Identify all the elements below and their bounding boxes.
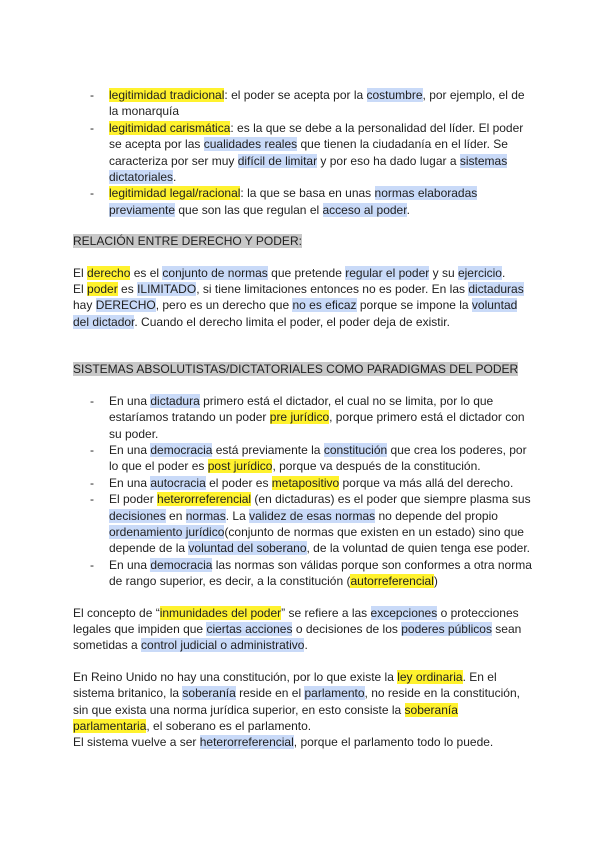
highlight-yellow: heterorreferencial [157, 492, 252, 507]
highlight-yellow: metapositivo [271, 475, 340, 490]
text-run: En una [109, 557, 151, 572]
highlight-blue: conjunto de normas [162, 265, 268, 280]
text-run: : es la que se debe a la personalidad del líder. El poder se acepta por las [109, 120, 524, 152]
highlight-yellow: autorreferencial [350, 574, 434, 589]
text-run: porque se impone la [356, 298, 472, 313]
text-run: ) [433, 574, 438, 589]
text-run: . [173, 170, 177, 185]
highlight-blue: ILIMITADO [137, 282, 197, 297]
text-run: y por eso ha dado lugar a [317, 153, 460, 168]
text-run: , porque primero está el dictador con su poder. [109, 410, 525, 441]
heading-text: RELACIÓN ENTRE DERECHO Y PODER: [73, 234, 302, 249]
highlight-yellow: derecho [87, 265, 131, 280]
text-run: El sistema vuelve a ser [73, 735, 200, 750]
text-run: , si tiene limitaciones entonces no es poder. En las [196, 282, 469, 297]
text-run: que crea los poderes, por lo que el poder es [109, 442, 527, 474]
heading-text: SISTEMAS ABSOLUTISTAS/DICTATORIALES COMO PARADIGMAS DEL PODER [73, 362, 519, 377]
text-run: , de la voluntad de quien tenga ese poder. [306, 541, 531, 556]
highlight-blue: ciertas acciones [206, 621, 293, 636]
list-item [73, 475, 533, 491]
highlight-yellow: post jurídico [207, 459, 273, 474]
text-run: que pretende [267, 265, 346, 280]
text-run: las normas son válidas porque son conformes a otra norma de rango superior, es decir, a la constitución ( [109, 557, 532, 589]
text-run: En una [109, 393, 151, 408]
list-item [73, 87, 533, 120]
text-run: . [304, 638, 308, 653]
text-run: está previamente la [212, 442, 324, 457]
text-run: . En el sistema britanico, la [73, 669, 497, 701]
text-run: En una [109, 442, 151, 457]
text-run: hay [73, 298, 96, 313]
legitimidad-list [73, 87, 533, 218]
highlight-yellow: legitimidad legal/racional [109, 186, 241, 201]
text-run: primero está el dictador, el cual no se limita, por lo que estaríamos tratando un poder [109, 393, 494, 425]
list-item [73, 557, 533, 590]
paragraph-inmunidades [73, 605, 533, 654]
highlight-yellow: ley ordinaria [397, 669, 463, 684]
highlight-blue: decisiones [109, 508, 166, 523]
highlight-blue: parlamento [304, 686, 365, 701]
text-run: El concepto de “ [73, 605, 160, 620]
highlight-blue: costumbre [366, 88, 423, 102]
highlight-blue: normas [185, 508, 226, 523]
highlight-blue: soberanía [182, 686, 236, 701]
text-run: El poder [109, 492, 158, 507]
highlight-blue: democracia [150, 557, 213, 572]
text-run: , por ejemplo, el de la monarquía [109, 88, 525, 119]
highlight-blue: autocracia [150, 475, 206, 490]
text-run: : la que se basa en unas [240, 186, 375, 201]
highlight-blue: voluntad del soberano [188, 541, 307, 556]
highlight-blue: voluntad del dictador [73, 298, 518, 329]
text-run: o decisiones de los [292, 621, 402, 636]
text-run: . Cuando el derecho limita el poder, el poder deja de existir. [134, 314, 450, 329]
text-run: el poder es [205, 475, 272, 490]
section-heading-sistemas [73, 361, 533, 377]
text-run: (conjunto de normas que existen en un estado) sino que depende de la [109, 524, 524, 556]
list-item [73, 491, 533, 557]
text-run: , porque el parlamento todo lo puede. [293, 735, 494, 750]
text-run: es [117, 282, 138, 297]
text-run: . [406, 202, 410, 217]
text-run: . [501, 265, 506, 280]
text-run: o protecciones legales que impiden que [73, 605, 519, 636]
highlight-blue: cualidades reales [203, 137, 298, 152]
highlight-blue: control judicial o administrativo [141, 638, 305, 653]
highlight-yellow: pre jurídico [269, 410, 330, 425]
text-run: y su [429, 265, 458, 280]
section-heading-relacion [73, 233, 533, 249]
text-run: : el poder se acepta por la [224, 88, 367, 102]
highlight-yellow: inmunidades del poder [159, 605, 282, 620]
highlight-blue: validez de esas normas [249, 508, 376, 523]
text-run: en [165, 508, 186, 523]
list-item [73, 185, 533, 218]
text-run: En una [109, 475, 151, 490]
highlight-blue: excepciones [370, 605, 438, 620]
document-body [73, 87, 533, 751]
highlight-blue: constitución [323, 442, 388, 457]
text-run: , no reside en la constitución, sin que exista una norma jurídica superior, en esto consiste la [73, 686, 520, 717]
text-run: ” se refiere a las [281, 605, 371, 620]
list-item [73, 120, 533, 186]
highlight-blue: democracia [150, 442, 213, 457]
list-item [73, 393, 533, 442]
text-run: no depende del propio [375, 508, 498, 523]
highlight-yellow: legitimidad carismática [109, 120, 231, 135]
highlight-blue: acceso al poder [322, 202, 407, 217]
text-run: El [73, 265, 88, 280]
text-run: En Reino Unido no hay una constitución, por lo que existe la [73, 669, 398, 684]
text-run: porque va más allá del derecho. [339, 475, 514, 490]
paragraph-relacion [73, 265, 533, 331]
text-run: que son las que regulan el [175, 202, 323, 217]
highlight-blue: dictaduras [468, 282, 524, 297]
highlight-yellow: soberanía parlamentaria [73, 702, 458, 733]
sistemas-list [73, 393, 533, 590]
text-run: reside en el [235, 686, 305, 701]
paragraph-reino-unido [73, 669, 533, 751]
highlight-blue: dictadura [150, 393, 200, 408]
highlight-blue: regular el poder [345, 265, 430, 280]
text-run: , pero es un derecho que [155, 298, 293, 313]
text-run: (en dictaduras) es el poder que siempre plasma sus [251, 492, 531, 507]
text-run: . La [225, 508, 250, 523]
highlight-yellow: legitimidad tradicional [109, 88, 225, 102]
highlight-blue: no es eficaz [292, 298, 357, 313]
highlight-blue: sistemas dictatoriales [109, 153, 508, 185]
highlight-yellow: poder [87, 282, 118, 297]
highlight-blue: difícil de limitar [237, 153, 318, 168]
list-item [73, 442, 533, 475]
highlight-blue: ordenamiento jurídico [109, 524, 225, 539]
text-run: , porque va después de la constitución. [272, 459, 481, 474]
highlight-blue: DERECHO [95, 298, 156, 313]
text-run: , el soberano es el parlamento. [146, 719, 312, 733]
highlight-blue: poderes públicos [401, 621, 492, 636]
text-run: que tienen la ciudadanía en el líder. Se caracteriza por ser muy [109, 137, 508, 168]
highlight-blue: ejercicio [457, 265, 502, 280]
highlight-blue: heterorreferencial [199, 735, 294, 750]
text-run: sean sometidas a [73, 621, 522, 653]
text-run: es el [130, 265, 163, 280]
highlight-blue: normas elaboradas previamente [109, 186, 478, 217]
text-run: El [73, 282, 88, 297]
